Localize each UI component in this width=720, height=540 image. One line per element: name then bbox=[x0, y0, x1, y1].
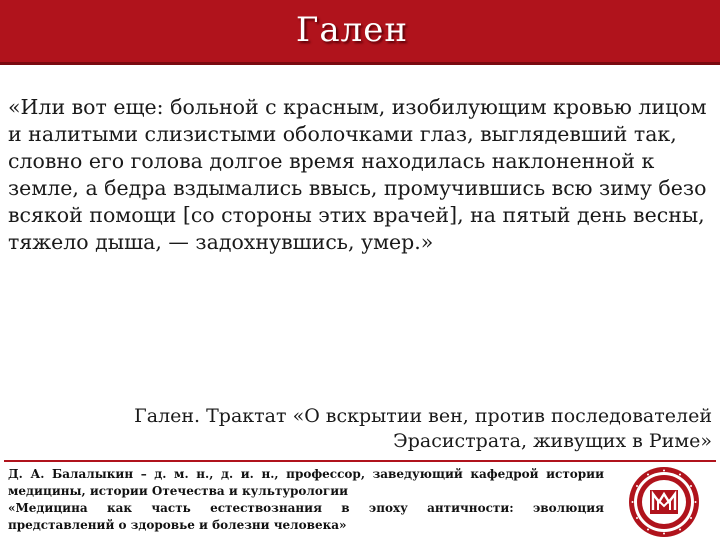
university-emblem-icon bbox=[628, 466, 700, 538]
footer-author: Д. А. Балалыкин – д. м. н., д. и. н., профессор, заведующий кафедрой истории медицины, истории Отечества и культурологии bbox=[8, 467, 604, 498]
citation-line: Гален. Трактат «О вскрытии вен, против последователей bbox=[134, 405, 712, 427]
citation-line: Эрасистрата, живущих в Риме» bbox=[393, 430, 712, 452]
footer-text bbox=[8, 466, 604, 534]
title-bar bbox=[0, 0, 720, 65]
footer-divider bbox=[4, 460, 716, 462]
footer-course: «Медицина как часть естествознания в эпоху античности: эволюция представлений о здоровье и болезни человека» bbox=[8, 501, 604, 532]
slide-title: Гален bbox=[295, 10, 408, 50]
quote-text: «Или вот еще: больной с красным, изобилующим кровью лицом и налитыми слизистыми оболочками глаз, выглядевший так, словно его голова долгое время находилась наклоненной к земле, а бедра вздымались ввысь, промучившись всю зиму безо всякой помощи [со стороны этих врачей], на пятый день весны, тяжело дыша, — задохнувшись, умер.» bbox=[8, 95, 707, 254]
citation bbox=[112, 404, 712, 454]
